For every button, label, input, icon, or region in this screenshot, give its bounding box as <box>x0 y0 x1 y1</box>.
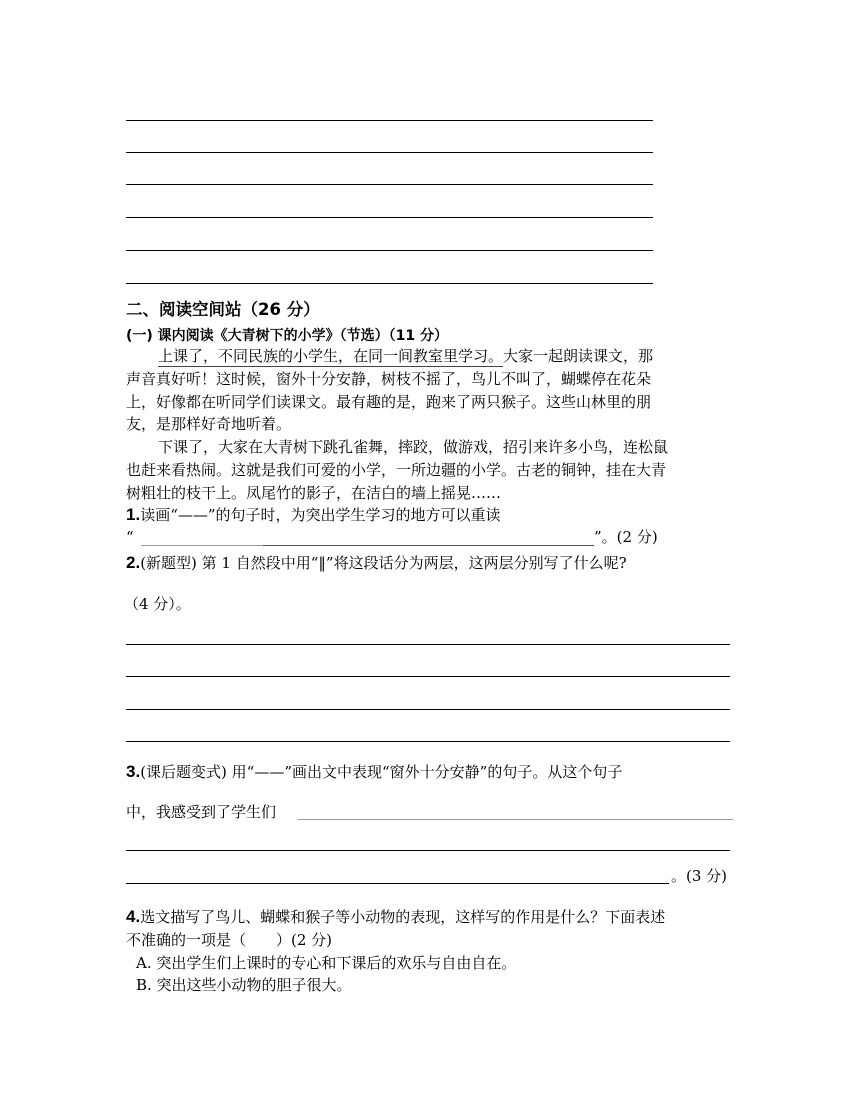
question-2 <box>126 553 627 573</box>
answer-line[interactable] <box>126 741 730 742</box>
answer-blank[interactable] <box>298 819 733 820</box>
question-number: 1. <box>126 505 141 524</box>
answer-line[interactable] <box>126 184 653 185</box>
answer-line[interactable] <box>126 217 653 218</box>
passage-line: 也赶来看热闹。这就是我们可爱的小学，一所边疆的小学。古老的铜钟，挂在大青 <box>126 461 667 479</box>
answer-line[interactable] <box>126 883 669 884</box>
answer-line[interactable] <box>126 709 730 710</box>
points-label: （4 分）。 <box>124 595 191 613</box>
quote-mark: “ <box>126 528 134 546</box>
answer-line[interactable] <box>126 250 653 251</box>
question-text: (课后题变式) 用“——”画出文中表现“窗外十分安静”的句子。从这个句子 <box>140 763 623 781</box>
answer-line[interactable] <box>126 120 653 121</box>
answer-blank[interactable] <box>263 545 594 546</box>
passage-line <box>158 346 653 366</box>
answer-line[interactable] <box>126 152 653 153</box>
question-3 <box>126 762 622 782</box>
question-number: 4. <box>126 907 141 926</box>
points-label: 。(3 分) <box>671 867 728 885</box>
answer-line[interactable] <box>126 850 730 851</box>
question-text: (新题型) 第 1 自然段中用“‖”将这段话分为两层，这两层分别写了什么呢? <box>140 554 627 572</box>
passage-line: 上，好像都在听同学们读课文。最有趣的是，跑来了两只猴子。这些山林里的朋 <box>126 393 652 411</box>
question-4 <box>126 907 665 927</box>
answer-blank[interactable] <box>141 545 263 546</box>
question-1 <box>126 505 501 525</box>
question-text: 读画“——”的句子时，为突出学生学习的地方可以重读 <box>140 506 501 524</box>
option-b: B. 突出这些小动物的胆子很大。 <box>136 976 352 994</box>
answer-line[interactable] <box>126 283 653 284</box>
answer-line[interactable] <box>126 676 730 677</box>
question-text: 选文描写了鸟儿、蝴蝶和猴子等小动物的表现，这样写的作用是什么？下面表述 <box>140 908 666 926</box>
section-title: 二、阅读空间站（26 分） <box>126 300 320 319</box>
passage-line: 声音真好听！这时候，窗外十分安静，树枝不摇了，鸟儿不叫了，蝴蝶停在花朵 <box>126 370 652 388</box>
option-a: A. 突出学生们上课时的专心和下课后的欢乐与自由自在。 <box>136 954 517 972</box>
question-number: 2. <box>126 553 141 572</box>
passage-line: 友，是那样好奇地听着。 <box>126 415 292 433</box>
passage-text: 大家一起朗读课文，那 <box>503 347 654 365</box>
question-text: 不准确的一项是（ ）(2 分) <box>126 931 333 949</box>
passage-line: 下课了，大家在大青树下跳孔雀舞，摔跤，做游戏，招引来许多小鸟，连松鼠 <box>158 438 669 456</box>
points-label: ”。(2 分) <box>594 528 658 546</box>
question-number: 3. <box>126 762 141 781</box>
underlined-sentence: 上课了，不同民族的小学生，在同一间教室里学习。 <box>158 347 504 365</box>
answer-line[interactable] <box>126 644 730 645</box>
passage-line: 树粗壮的枝干上。凤尾竹的影子，在洁白的墙上摇晃…… <box>126 484 502 502</box>
question-text: 中，我感受到了学生们 <box>126 803 277 821</box>
part-title: (一) 课内阅读《大青树下的小学》（节选）（11 分） <box>126 328 449 344</box>
